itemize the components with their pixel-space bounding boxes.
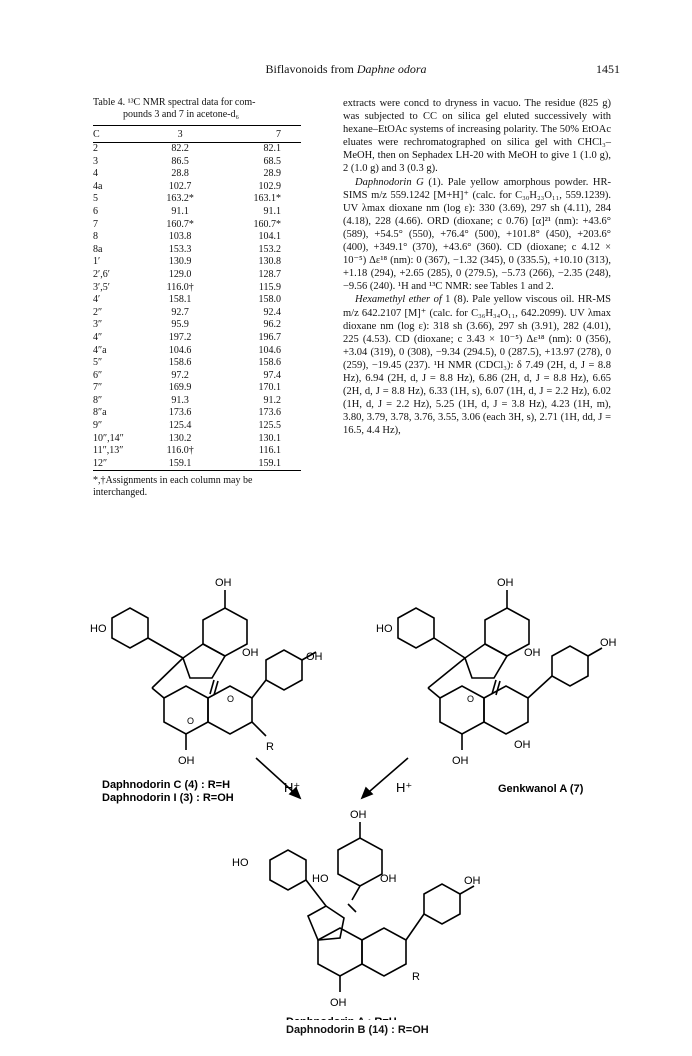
table-body	[93, 143, 301, 471]
table-row	[93, 345, 301, 358]
compound-label-genkwanol: Genkwanol A (7)	[498, 783, 584, 795]
table-cell: 6″	[93, 369, 103, 381]
table-cell: 6	[93, 205, 98, 217]
ring	[440, 686, 484, 734]
table-cell: 160.7*	[253, 218, 281, 230]
compound-label-b: Daphnodorin B (14) : R=OH	[286, 1024, 429, 1036]
ring	[266, 650, 302, 690]
table-cell: 130.1	[258, 432, 281, 444]
oh-label: OH	[514, 739, 531, 751]
oh-label: OH	[380, 873, 397, 885]
table-cell: 128.7	[258, 268, 281, 280]
paragraph	[343, 176, 611, 294]
table-cell: 170.1	[258, 382, 281, 394]
paragraph: extracts were concd to dryness in vacuo. The residue (825 g) was subjected to CC on silica gel eluted successively with hexane–EtOAc systems of increasing polarity. The 50% EtOAc eluates were rechromatographed on silica gel with CHCl₃–MeOH, then on Sephadex LH-20 with MeOH to give 1 (1.0 g), 2 (1.0 g) and 3 (0.3 g).	[343, 98, 611, 175]
table-caption-line1: Table 4. ¹³C NMR spectral data for com-	[93, 97, 256, 108]
table-header-row	[93, 126, 301, 143]
table-cell: 104.6	[258, 344, 281, 356]
paragraph-text: (1). Pale yellow amorphous powder. HR-SIMS m/z 559.1242 [M+H]⁺ (calc. for C₃₀H₂₃O₁₁, 559.1239). UV λmax dioxane nm (log ε): 330 (3.69), 297 sh (4.11), 284 (4.18), 228 (4.66). ORD (dioxane; c 0.76) [α]²¹ (nm): +43.6° (589), +54.5° (550), +76.4° (500), +101.8° (450), +203.6° (400), +349.1° (370), +43.6° (360). CD (dioxane; c 4.12 × 10⁻⁵) Δε¹⁸ (nm): 0 (367), −1.32 (345), 0 (335.5), +10.10 (313), +1.18 (294), +2.65 (285), 0 (279.5), −5.73 (266), −2.35 (248), −9.56 (240). ¹H and ¹³C NMR: see Tables 1 and 2.	[343, 176, 611, 293]
table-cell: 158.1	[168, 294, 192, 306]
table-cell: 8a	[93, 243, 103, 255]
table-row	[93, 382, 301, 395]
atom-label: O	[467, 694, 475, 704]
table-cell: 125.5	[258, 420, 281, 432]
table-cell: 125.4	[168, 420, 192, 432]
table-cell: 2	[93, 143, 98, 154]
nmr-table	[93, 125, 301, 471]
column-header: 3	[177, 128, 183, 140]
table-cell: 92.4	[263, 306, 281, 318]
table-cell: 3	[93, 155, 98, 167]
table-cell: 116.0†	[166, 445, 194, 457]
table-cell: 91.2	[263, 394, 281, 406]
paragraph-heading: Daphnodorin G	[355, 176, 424, 188]
ring	[485, 608, 529, 656]
paragraph-heading: Hexamethyl ether of	[355, 294, 442, 306]
table-cell: 5	[93, 193, 98, 205]
table-cell: 91.1	[171, 205, 189, 217]
table-row	[93, 370, 301, 383]
compound-label-i: Daphnodorin I (3) : R=OH	[102, 792, 234, 804]
table-cell: 102.7	[168, 180, 192, 192]
paragraph-text: 1 (8). Pale yellow viscous oil. HR-MS m/z 642.2107 [M]⁺ (calc. for C₃₆H₃₄O₁₁, 642.2099). UV λmax dioxane nm (log ε): 318 sh (3.66), 297 sh (3.91), 282 (4.01), 225 (4.53). CD (dioxane; c 3.43 × 10⁻⁵) Δε¹⁸ (nm): 0 (356), +3.04 (319), 0 (308), −9.34 (294.5), 0 (287.5), +13.97 (278), 0 (259), −19.45 (237). ¹H NMR (CDCl₃): δ 7.49 (2H, d, J = 8.8 Hz), 6.94 (2H, d, J = 8.8 Hz), 6.86 (2H, d, J = 8.8 Hz), 6.65 (2H, d, J = 8.8 Hz), 6.33 (1H, s), 6.07 (1H, d, J = 2.2 Hz), 6.02 (1H, d, J = 2.2 Hz), 5.25 (1H, d, J = 3.8 Hz), 4.23 (1H, m), 3.80, 3.79, 3.78, 3.76, 3.55, 3.06 (each 3H, s), 2.71 (1H, dd, J = 16.5, 4.4 Hz),	[343, 294, 611, 437]
table-cell: 28.8	[171, 168, 189, 180]
compound-label-a	[286, 1016, 397, 1020]
body-text	[343, 97, 611, 437]
table-cell: 2″	[93, 306, 103, 318]
table-cell: 160.7*	[166, 218, 194, 230]
table-row	[93, 433, 301, 446]
ring	[484, 686, 528, 734]
table-cell: 197.2	[168, 331, 192, 343]
oh-label: OH	[350, 809, 367, 821]
table-cell: 2′,6′	[93, 268, 110, 280]
ho-label: HO	[312, 873, 329, 885]
table-cell: 158.0	[258, 294, 281, 306]
nmr-table-block	[93, 97, 321, 499]
table-cell: 3′,5′	[93, 281, 110, 293]
ho-label: HO	[90, 623, 107, 635]
oh-label: OH	[452, 755, 469, 767]
table-cell: 116.1	[258, 445, 281, 457]
table-caption-line2: pounds 3 and 7 in acetone-d₆	[123, 109, 239, 120]
table-row	[93, 319, 301, 332]
table-row	[93, 181, 301, 194]
table-cell: 3″	[93, 319, 103, 331]
atom-label: O	[187, 716, 195, 726]
table-cell: 115.9	[258, 281, 281, 293]
table-cell: 91.3	[171, 394, 189, 406]
table-cell: 169.9	[168, 382, 192, 394]
table-cell: 196.7	[258, 331, 281, 343]
table-cell: 8″a	[93, 407, 107, 419]
table-cell: 130.8	[258, 256, 281, 268]
table-row	[93, 256, 301, 269]
table-cell: 104.6	[168, 344, 192, 356]
table-cell: 163.2*	[166, 193, 194, 205]
table-cell: 10″,14″	[93, 432, 124, 444]
ring	[112, 608, 148, 648]
table-row	[93, 282, 301, 295]
compound-label-c: Daphnodorin C (4) : R=H	[102, 779, 231, 791]
table-cell: 28.9	[263, 168, 281, 180]
title-plain: Biflavonoids from	[265, 62, 357, 76]
table-cell: 4′	[93, 294, 101, 306]
table-cell: 8	[93, 231, 98, 243]
table-cell: 8″	[93, 394, 103, 406]
table-cell: 96.2	[263, 319, 281, 331]
table-cell: 11″,13″	[93, 445, 124, 457]
table-row	[93, 458, 301, 471]
table-cell: 173.6	[258, 407, 281, 419]
ring	[398, 608, 434, 648]
ring	[424, 884, 460, 924]
table-row	[93, 269, 301, 282]
table-cell: 97.2	[171, 369, 189, 381]
ho-label: HO	[376, 623, 393, 635]
table-row	[93, 168, 301, 181]
table-cell: 159.1	[168, 457, 192, 469]
table-cell: 104.1	[258, 231, 281, 243]
h-plus-label: H⁺	[396, 780, 413, 795]
table-row	[93, 231, 301, 244]
table-cell: 116.0†	[166, 281, 194, 293]
table-cell: 95.9	[171, 319, 189, 331]
table-cell: 9″	[93, 420, 103, 432]
table-cell: 173.6	[168, 407, 192, 419]
table-row	[93, 420, 301, 433]
table-cell: 158.6	[168, 357, 192, 369]
table-row	[93, 294, 301, 307]
ring	[362, 928, 406, 976]
table-cell: 158.6	[258, 357, 281, 369]
table-footnote: *,†Assignments in each column may be interchanged.	[93, 475, 253, 499]
ring	[270, 850, 306, 890]
table-row	[93, 445, 301, 458]
table-cell: 130.9	[168, 256, 192, 268]
ring	[552, 646, 588, 686]
ring	[164, 686, 208, 734]
oh-label: OH	[178, 755, 195, 767]
column-header: C	[93, 128, 100, 140]
table-row	[93, 219, 301, 232]
table-cell: 97.4	[263, 369, 281, 381]
table-cell: 7	[93, 218, 98, 230]
table-cell: 159.1	[258, 457, 281, 469]
table-cell: 4	[93, 168, 98, 180]
ho-label: HO	[232, 857, 249, 869]
scheme-svg	[90, 560, 630, 1020]
table-cell: 82.2	[171, 143, 189, 154]
ring	[465, 644, 507, 678]
column-header: 7	[276, 128, 281, 140]
oh-label: OH	[464, 875, 481, 887]
oh-label: OH	[600, 637, 617, 649]
table-caption	[93, 97, 321, 121]
oh-label: OH	[330, 997, 347, 1009]
table-cell: 5″	[93, 357, 103, 369]
title-italic: Daphne odora	[356, 62, 427, 76]
table-cell: 4″a	[93, 344, 107, 356]
ring	[338, 838, 382, 886]
table-row	[93, 143, 301, 156]
table-row	[93, 307, 301, 320]
table-cell: 102.9	[258, 180, 281, 192]
table-cell: 92.7	[171, 306, 189, 318]
r-label: R	[412, 971, 420, 983]
oh-label: OH	[306, 651, 323, 663]
table-cell: 163.1*	[253, 193, 281, 205]
paragraph	[343, 293, 611, 437]
table-cell: 82.1	[263, 143, 281, 154]
oh-label: OH	[524, 647, 541, 659]
table-cell: 7″	[93, 382, 103, 394]
table-row	[93, 206, 301, 219]
oh-label: OH	[497, 577, 514, 589]
table-cell: 91.1	[263, 205, 281, 217]
table-cell: 1′	[93, 256, 101, 268]
table-row	[93, 244, 301, 257]
r-label: R	[266, 741, 274, 753]
table-cell: 130.2	[168, 432, 192, 444]
atom-label: O	[227, 694, 235, 704]
table-cell: 129.0	[168, 268, 192, 280]
table-cell: 103.8	[168, 231, 192, 243]
table-cell: 68.5	[263, 155, 281, 167]
ring	[183, 644, 225, 678]
table-row	[93, 193, 301, 206]
h-plus-label: H⁺	[284, 780, 301, 795]
ring	[203, 608, 247, 656]
table-cell: 153.3	[168, 243, 192, 255]
oh-label: OH	[242, 647, 259, 659]
table-row	[93, 407, 301, 420]
table-cell: 86.5	[171, 155, 189, 167]
table-row	[93, 357, 301, 370]
oh-label: OH	[215, 577, 232, 589]
running-title	[0, 62, 692, 77]
table-cell: 12″	[93, 457, 108, 469]
table-row	[93, 395, 301, 408]
table-cell: 153.2	[258, 243, 281, 255]
table-row	[93, 332, 301, 345]
table-cell: 4a	[93, 180, 103, 192]
table-cell: 4″	[93, 331, 103, 343]
chemical-scheme	[90, 560, 630, 1020]
table-row	[93, 156, 301, 169]
page-number: 1451	[596, 62, 620, 76]
